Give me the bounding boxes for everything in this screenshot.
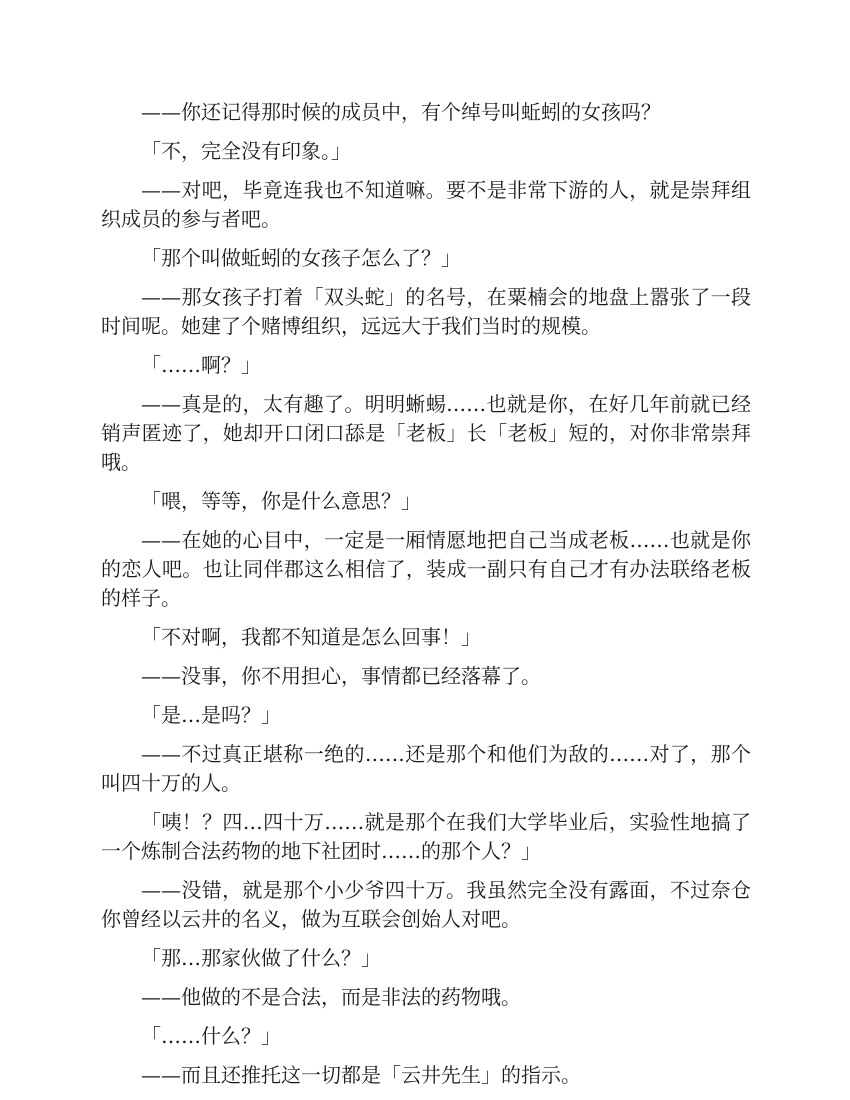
paragraph: ——对吧，毕竟连我也不知道嘛。要不是非常下游的人，就是崇拜组织成员的参与者吧。	[101, 178, 751, 231]
paragraph: 「……什么？」	[141, 1024, 281, 1048]
paragraph: 「喂，等等，你是什么意思？」	[141, 489, 421, 513]
paragraph: 「那…那家伙做了什么？」	[141, 946, 381, 970]
paragraph: ——在她的心目中，一定是一厢情愿地把自己当成老板……也就是你的恋人吧。也让同伴郡这么相信了，装成一副只有自己才有办法联络老板的样子。	[101, 528, 751, 610]
paragraph: ——你还记得那时候的成员中，有个绰号叫蚯蚓的女孩吗？	[141, 100, 661, 124]
document-page	[101, 98, 751, 1100]
paragraph: 「那个叫做蚯蚓的女孩子怎么了？」	[141, 246, 461, 270]
paragraph: ——真是的，太有趣了。明明蜥蜴……也就是你，在好几年前就已经销声匿迹了，她却开口闭口舔是「老板」长「老板」短的，对你非常崇拜哦。	[101, 392, 751, 474]
paragraph: 「咦！？四…四十万……就是那个在我们大学毕业后，实验性地搞了一个炼制合法药物的地下社团时……的那个人？」	[101, 810, 751, 863]
paragraph: 「是…是吗？」	[141, 703, 281, 727]
paragraph: 「不，完全没有印象。」	[141, 139, 351, 163]
paragraph: ——没错，就是那个小少爷四十万。我虽然完全没有露面，不过奈仓你曾经以云井的名义，做为互联会创始人对吧。	[101, 878, 751, 931]
paragraph: ——那女孩子打着「双头蛇」的名号，在粟楠会的地盘上嚣张了一段时间呢。她建了个赌博组织，远远大于我们当时的规模。	[101, 285, 751, 338]
paragraph: 「不对啊，我都不知道是怎么回事！」	[141, 625, 481, 649]
paragraph: ——他做的不是合法，而是非法的药物哦。	[141, 985, 521, 1009]
paragraph: ——而且还推托这一切都是「云井先生」的指示。	[141, 1063, 581, 1087]
paragraph: ——不过真正堪称一绝的……还是那个和他们为敌的……对了，那个叫四十万的人。	[101, 742, 751, 795]
paragraph: 「……啊？」	[141, 353, 261, 377]
paragraph: ——没事，你不用担心，事情都已经落幕了。	[141, 664, 541, 688]
